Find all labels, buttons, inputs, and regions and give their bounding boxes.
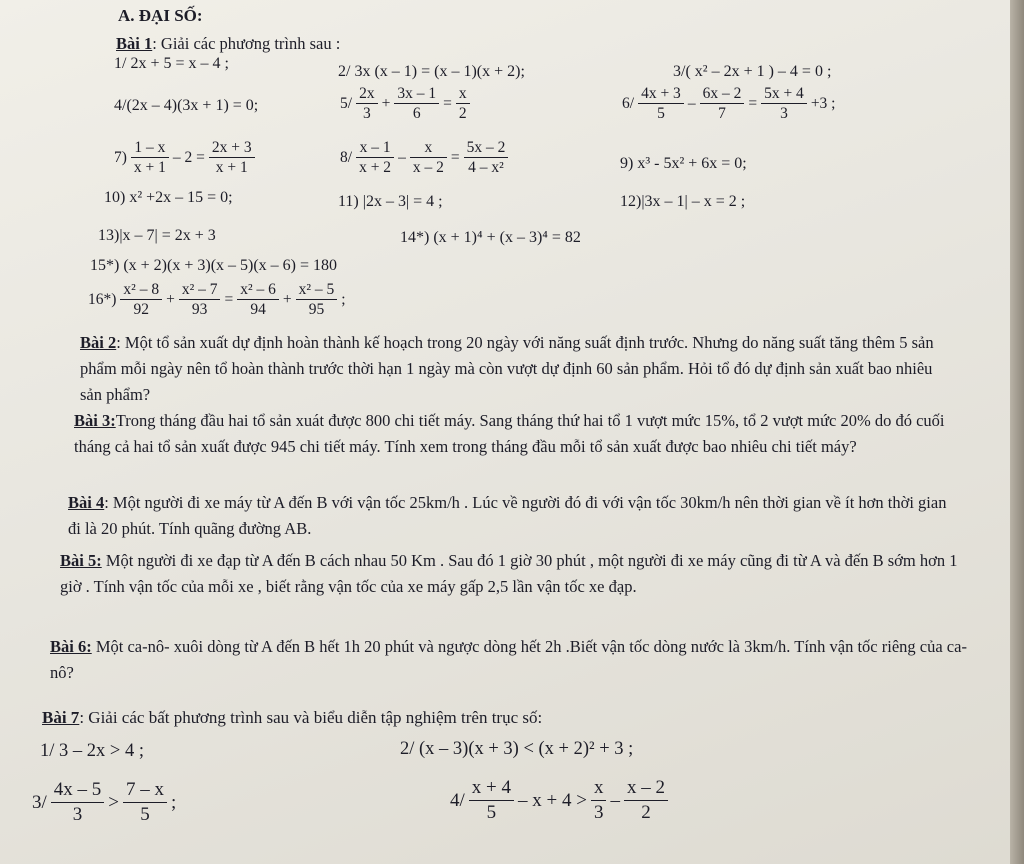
inequality-3 (30, 778, 178, 827)
eq5-f1-num: 2x (356, 84, 378, 104)
equation-10: 10) x² +2x – 15 = 0; (104, 189, 233, 206)
eq6-prefix: 6/ (622, 94, 635, 112)
ineq3-f1-num: 4x – 5 (51, 778, 105, 803)
eq16-f4-den: 95 (308, 301, 325, 318)
ineq3-op1: > (108, 791, 119, 813)
equation-6 (620, 84, 838, 123)
eq16-f2-den: 93 (191, 301, 208, 318)
bai5-text: Một người đi xe đạp từ A đến B cách nhau 50 Km . Sau đó 1 giờ 30 phút , một người đi xe máy cũng đi từ A và đến B sớm hơn 1 giờ . Tính vận tốc của mỗi xe , biết rằng vận tốc của xe máy gấp 2,5 lần vận tốc xe đạp. (60, 551, 958, 596)
equation-7 (112, 138, 257, 177)
inequality-1: 1/ 3 – 2x > 4 ; (40, 741, 144, 761)
equation-8 (338, 138, 510, 177)
ineq4-prefix: 4/ (450, 789, 465, 811)
eq5-fraction-1 (356, 84, 378, 123)
equation-13: 13)|x – 7| = 2x + 3 (98, 227, 216, 244)
equation-15: 15*) (x + 2)(x + 3)(x – 5)(x – 6) = 180 (90, 257, 338, 274)
bai4-text: : Một người đi xe máy từ A đến B với vận tốc 25km/h . Lúc về người đó đi với vận tốc 30km/h nên thời gian về ít hơn thời gian đi là 20 phút. Tính quãng đường AB. (68, 493, 947, 538)
bai5-label: Bài 5: (60, 551, 102, 570)
ineq4-op2: – (610, 789, 620, 811)
ineq3-tail: ; (171, 791, 177, 813)
eq8-f2-den: x – 2 (412, 159, 444, 176)
ineq3-f2-den: 5 (140, 804, 150, 825)
eq5-f2-num: 3x – 1 (394, 84, 439, 104)
eq7-prefix: 7) (114, 148, 127, 166)
eq16-f3-den: 94 (250, 301, 266, 318)
problem-2 (80, 330, 950, 408)
eq16-tail: ; (341, 290, 346, 308)
eq5-prefix: 5/ (340, 94, 353, 112)
eq6-tail: +3 ; (810, 94, 836, 112)
ineq4-fraction-2 (591, 776, 607, 825)
eq16-op1: + (166, 290, 175, 308)
eq7-fraction-2 (209, 138, 255, 177)
eq16-op2: = (224, 290, 234, 308)
bai3-text: Trong tháng đầu hai tổ sản xuát được 800 chi tiết máy. Sang tháng thứ hai tổ 1 vượt mức 15%, tổ 2 vượt mức 20% do đó cuối tháng cả hai tổ sản xuất được 945 chi tiết máy. Tính xem trong tháng đầu mỗi tổ sản xuất được bao nhiêu chi tiết máy? (74, 411, 945, 456)
ineq4-f2-num: x (591, 776, 607, 801)
ineq3-f2-num: 7 – x (123, 778, 167, 803)
ineq3-f1-den: 3 (72, 804, 83, 825)
ineq3-prefix: 3/ (32, 791, 47, 813)
ineq3-fraction-2 (123, 778, 167, 827)
eq8-op2: = (450, 148, 460, 166)
problem-5 (60, 548, 970, 600)
eq16-op3: + (282, 290, 292, 308)
eq5-f1-den: 3 (362, 105, 371, 122)
eq8-fraction-3 (464, 138, 509, 177)
eq6-f1-den: 5 (657, 105, 665, 122)
eq5-fraction-2 (394, 84, 439, 123)
ineq3-fraction-1 (51, 778, 105, 827)
bai1-intro: : Giải các phương trình sau : (152, 34, 341, 53)
bai7-intro: : Giải các bất phương trình sau và biểu diễn tập nghiệm trên trục số: (79, 708, 543, 727)
ineq4-fraction-3 (624, 776, 668, 825)
eq5-f3-num: x (456, 84, 470, 104)
ineq4-f3-num: x – 2 (624, 776, 668, 801)
bai2-text: : Một tổ sản xuất dự định hoàn thành kế hoạch trong 20 ngày với năng suất định trước. Nhưng do năng suất tăng thêm 5 sản phẩm mỗi ngày nên tổ hoàn thành trước thời hạn 1 ngày mà còn vượt dự định 60 sản phẩm. Hỏi tổ đó dự định sản xuất bao nhiêu sản phẩm? (80, 333, 934, 404)
section-heading: A. ĐẠI SỐ: (118, 6, 203, 25)
eq16-fraction-2 (179, 280, 221, 319)
eq6-f2-den: 7 (718, 105, 726, 122)
eq16-f1-den: 92 (133, 301, 149, 318)
eq6-f1-num: 4x + 3 (638, 84, 684, 104)
eq5-op1: + (381, 94, 391, 112)
bai1-label: Bài 1 (116, 34, 153, 53)
bai2-label: Bài 2 (80, 333, 117, 352)
problem-3 (74, 408, 954, 460)
problem-4 (68, 490, 958, 542)
equation-5 (338, 84, 472, 123)
eq8-f3-num: 5x – 2 (464, 138, 509, 158)
bai4-label: Bài 4 (68, 493, 105, 512)
eq7-f2-den: x + 1 (215, 159, 248, 176)
bai6-label: Bài 6: (50, 637, 92, 656)
eq16-f2-num: x² – 7 (179, 280, 221, 300)
equation-1: 1/ 2x + 5 = x – 4 ; (114, 55, 229, 72)
eq16-f1-num: x² – 8 (120, 280, 162, 300)
bai6-text: Một ca-nô- xuôi dòng từ A đến B hết 1h 20 phút và ngược dòng hết 2h .Biết vận tốc dòng nước là 3km/h. Tính vận tốc riêng của ca-nô? (50, 637, 967, 682)
bai3-label: Bài 3: (74, 411, 116, 430)
bai7-label: Bài 7 (42, 708, 80, 727)
eq7-op1: – 2 = (172, 148, 205, 166)
equation-16 (86, 280, 348, 319)
eq5-fraction-3 (456, 84, 470, 123)
eq16-prefix: 16*) (88, 290, 117, 308)
equation-9: 9) x³ - 5x² + 6x = 0; (620, 155, 747, 172)
eq16-fraction-4 (296, 280, 338, 319)
bai1-header (116, 34, 340, 54)
eq16-fraction-1 (120, 280, 162, 319)
inequality-4 (448, 776, 670, 825)
eq7-f1-num: 1 – x (131, 138, 169, 158)
eq8-fraction-2 (410, 138, 447, 177)
eq8-prefix: 8/ (340, 148, 353, 166)
equation-14: 14*) (x + 1)⁴ + (x – 3)⁴ = 82 (400, 229, 581, 246)
bai7-header (42, 708, 542, 728)
eq5-f2-den: 6 (412, 105, 421, 122)
problem-6 (50, 634, 970, 686)
ineq4-f1-den: 5 (486, 802, 497, 823)
page-edge-shadow (1010, 0, 1024, 864)
eq6-f3-den: 3 (780, 105, 788, 122)
eq8-fraction-1 (356, 138, 394, 177)
equation-3: 3/( x² – 2x + 1 ) – 4 = 0 ; (673, 63, 832, 80)
eq8-op1: – (398, 148, 406, 166)
eq16-fraction-3 (237, 280, 279, 319)
eq16-f4-num: x² – 5 (296, 280, 338, 300)
eq6-fraction-2 (700, 84, 745, 123)
ineq4-f3-den: 2 (641, 802, 651, 823)
eq6-f2-num: 6x – 2 (700, 84, 745, 104)
ineq4-f2-den: 3 (593, 802, 604, 823)
inequality-2: 2/ (x – 3)(x + 3) < (x + 2)² + 3 ; (400, 739, 634, 759)
ineq4-f1-num: x + 4 (469, 776, 514, 801)
eq5-op2: = (443, 94, 452, 112)
eq16-f3-num: x² – 6 (237, 280, 279, 300)
eq6-op2: = (748, 94, 758, 112)
equation-2: 2/ 3x (x – 1) = (x – 1)(x + 2); (338, 63, 525, 80)
eq8-f2-num: x (410, 138, 447, 158)
eq8-f1-num: x – 1 (356, 138, 394, 158)
ineq4-op1: – x + 4 > (518, 789, 587, 811)
eq6-fraction-1 (638, 84, 684, 123)
eq7-fraction-1 (131, 138, 169, 177)
eq6-fraction-3 (761, 84, 807, 123)
eq7-f2-num: 2x + 3 (209, 138, 255, 158)
eq5-f3-den: 2 (458, 105, 467, 122)
eq8-f1-den: x + 2 (359, 159, 392, 176)
eq6-f3-num: 5x + 4 (761, 84, 807, 104)
eq6-op1: – (687, 94, 696, 112)
eq8-f3-den: 4 – x² (468, 159, 504, 176)
equation-11: 11) |2x – 3| = 4 ; (338, 193, 443, 210)
equation-4: 4/(2x – 4)(3x + 1) = 0; (114, 97, 259, 114)
eq7-f1-den: x + 1 (133, 159, 166, 176)
ineq4-fraction-1 (469, 776, 514, 825)
equation-12: 12)|3x – 1| – x = 2 ; (620, 193, 746, 210)
